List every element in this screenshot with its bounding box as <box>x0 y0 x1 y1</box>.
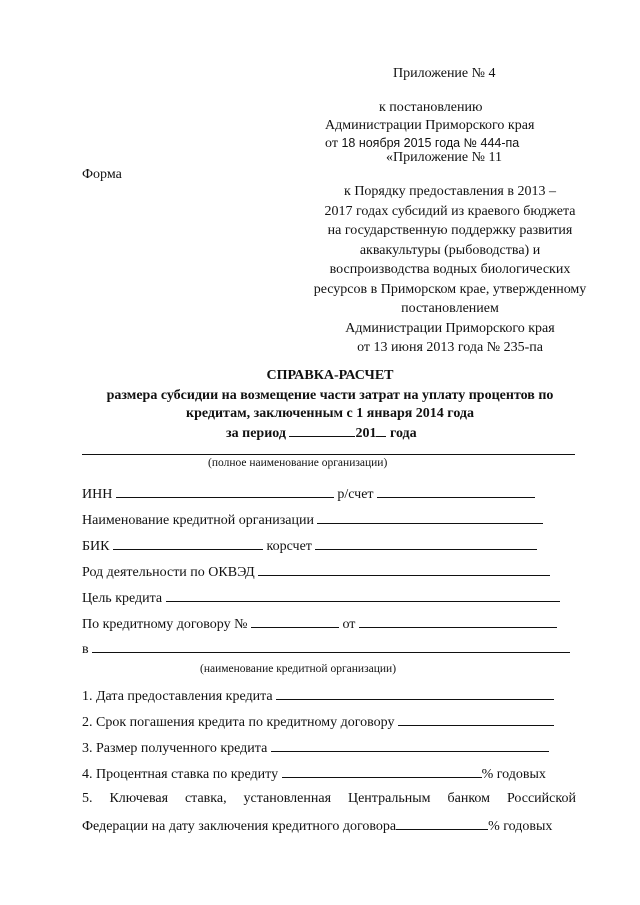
appendix-11: «Приложение № 11 <box>386 150 502 165</box>
item-5-word: Ключевая <box>109 791 169 806</box>
inn-label: ИНН <box>82 487 113 502</box>
procedure-line: аквакультуры (рыбоводства) и <box>359 242 541 258</box>
inn-row <box>82 485 535 503</box>
maturity-field[interactable] <box>398 713 554 726</box>
purpose-label: Цель кредита <box>82 591 163 606</box>
from-label: от <box>342 617 356 632</box>
procedure-line: 2017 годах субсидий из краевого бюджета <box>324 203 576 219</box>
purpose-row <box>82 589 560 607</box>
item-3-label: 3. Размер полученного кредита <box>82 741 268 756</box>
title-line-1: размера субсидии на возмещение части затрат на уплату процентов по <box>106 388 554 403</box>
credit-org-caption: (наименование кредитной организации) <box>200 663 397 675</box>
period-year-field[interactable] <box>376 424 386 437</box>
org-name-field[interactable] <box>82 454 575 455</box>
account-field[interactable] <box>377 485 535 498</box>
account-label: р/счет <box>337 487 374 502</box>
period-line <box>226 424 417 442</box>
item-5-word: банком <box>447 791 490 806</box>
credit-org-row <box>82 511 543 529</box>
item-1 <box>82 687 554 705</box>
contract-number-field[interactable] <box>251 615 339 628</box>
administration: Администрации Приморского края <box>325 118 535 133</box>
item-5-suffix: % годовых <box>488 819 553 834</box>
procedure-line: на государственную поддержку развития <box>327 223 573 238</box>
contract-label: По кредитному договору № <box>82 617 248 632</box>
period-year: 201 <box>355 426 377 441</box>
org-caption: (полное наименование организации) <box>208 457 388 469</box>
bank-row <box>82 640 570 658</box>
credit-amount-field[interactable] <box>271 739 549 752</box>
procedure-line: от 13 июня 2013 года № 235-па <box>357 340 543 355</box>
procedure-line: ресурсов в Приморском крае, утвержденному <box>313 281 587 297</box>
corr-account-field[interactable] <box>315 537 537 550</box>
item-4-suffix: % годовых <box>481 767 546 782</box>
item-5-word: Российской <box>506 791 576 806</box>
credit-org-label: Наименование кредитной организации <box>82 513 314 528</box>
bik-label: БИК <box>82 539 110 554</box>
procedure-reference <box>300 182 600 358</box>
key-rate-field[interactable] <box>396 817 488 830</box>
procedure-line: к Порядку предоставления в 2013 – <box>344 184 556 199</box>
purpose-field[interactable] <box>166 589 560 602</box>
bank-name-field[interactable] <box>92 640 570 653</box>
item-3 <box>82 739 549 757</box>
item-5-label: Федерации на дату заключения кредитного договора <box>82 819 397 834</box>
corr-account-label: корсчет <box>266 539 312 554</box>
okved-row <box>82 563 550 581</box>
procedure-line: воспроизводства водных биологических <box>329 262 571 277</box>
item-4 <box>82 765 546 783</box>
issue-date-field[interactable] <box>276 687 554 700</box>
item-4-label: 4. Процентная ставка по кредиту <box>82 767 279 782</box>
in-label: в <box>82 642 89 657</box>
bik-field[interactable] <box>113 537 263 550</box>
item-2 <box>82 713 554 731</box>
bik-row <box>82 537 537 555</box>
contract-row <box>82 615 557 633</box>
inn-field[interactable] <box>116 485 334 498</box>
item-1-label: 1. Дата предоставления кредита <box>82 689 273 704</box>
item-2-label: 2. Срок погашения кредита по кредитному договору <box>82 715 395 730</box>
item-5-word: 5. <box>82 791 93 806</box>
item-5-line-1 <box>82 791 576 807</box>
period-label: за период <box>226 426 286 441</box>
date-prefix: от <box>325 136 338 151</box>
procedure-line: Администрации Приморского края <box>345 320 555 336</box>
to-resolution: к постановлению <box>379 100 483 115</box>
handwritten-date: 18 ноября 2015 года № 444-па <box>341 136 520 150</box>
item-5-word: установленная <box>243 791 332 806</box>
item-5-word: Центральным <box>347 791 431 806</box>
appendix-number: Приложение № 4 <box>393 66 496 81</box>
credit-org-field[interactable] <box>317 511 543 524</box>
document-title: СПРАВКА-РАСЧЕТ <box>266 368 394 383</box>
item-5-line-2 <box>82 817 552 835</box>
forma-label: Форма <box>82 167 122 182</box>
okved-label: Род деятельности по ОКВЭД <box>82 565 255 580</box>
period-field[interactable] <box>289 424 355 437</box>
item-5-word: ставка, <box>184 791 227 806</box>
interest-rate-field[interactable] <box>282 765 482 778</box>
period-suffix: года <box>389 426 417 441</box>
okved-field[interactable] <box>258 563 550 576</box>
contract-date-field[interactable] <box>359 615 557 628</box>
title-line-2: кредитам, заключенным с 1 января 2014 года <box>186 406 474 421</box>
procedure-line: постановлением <box>401 301 499 316</box>
